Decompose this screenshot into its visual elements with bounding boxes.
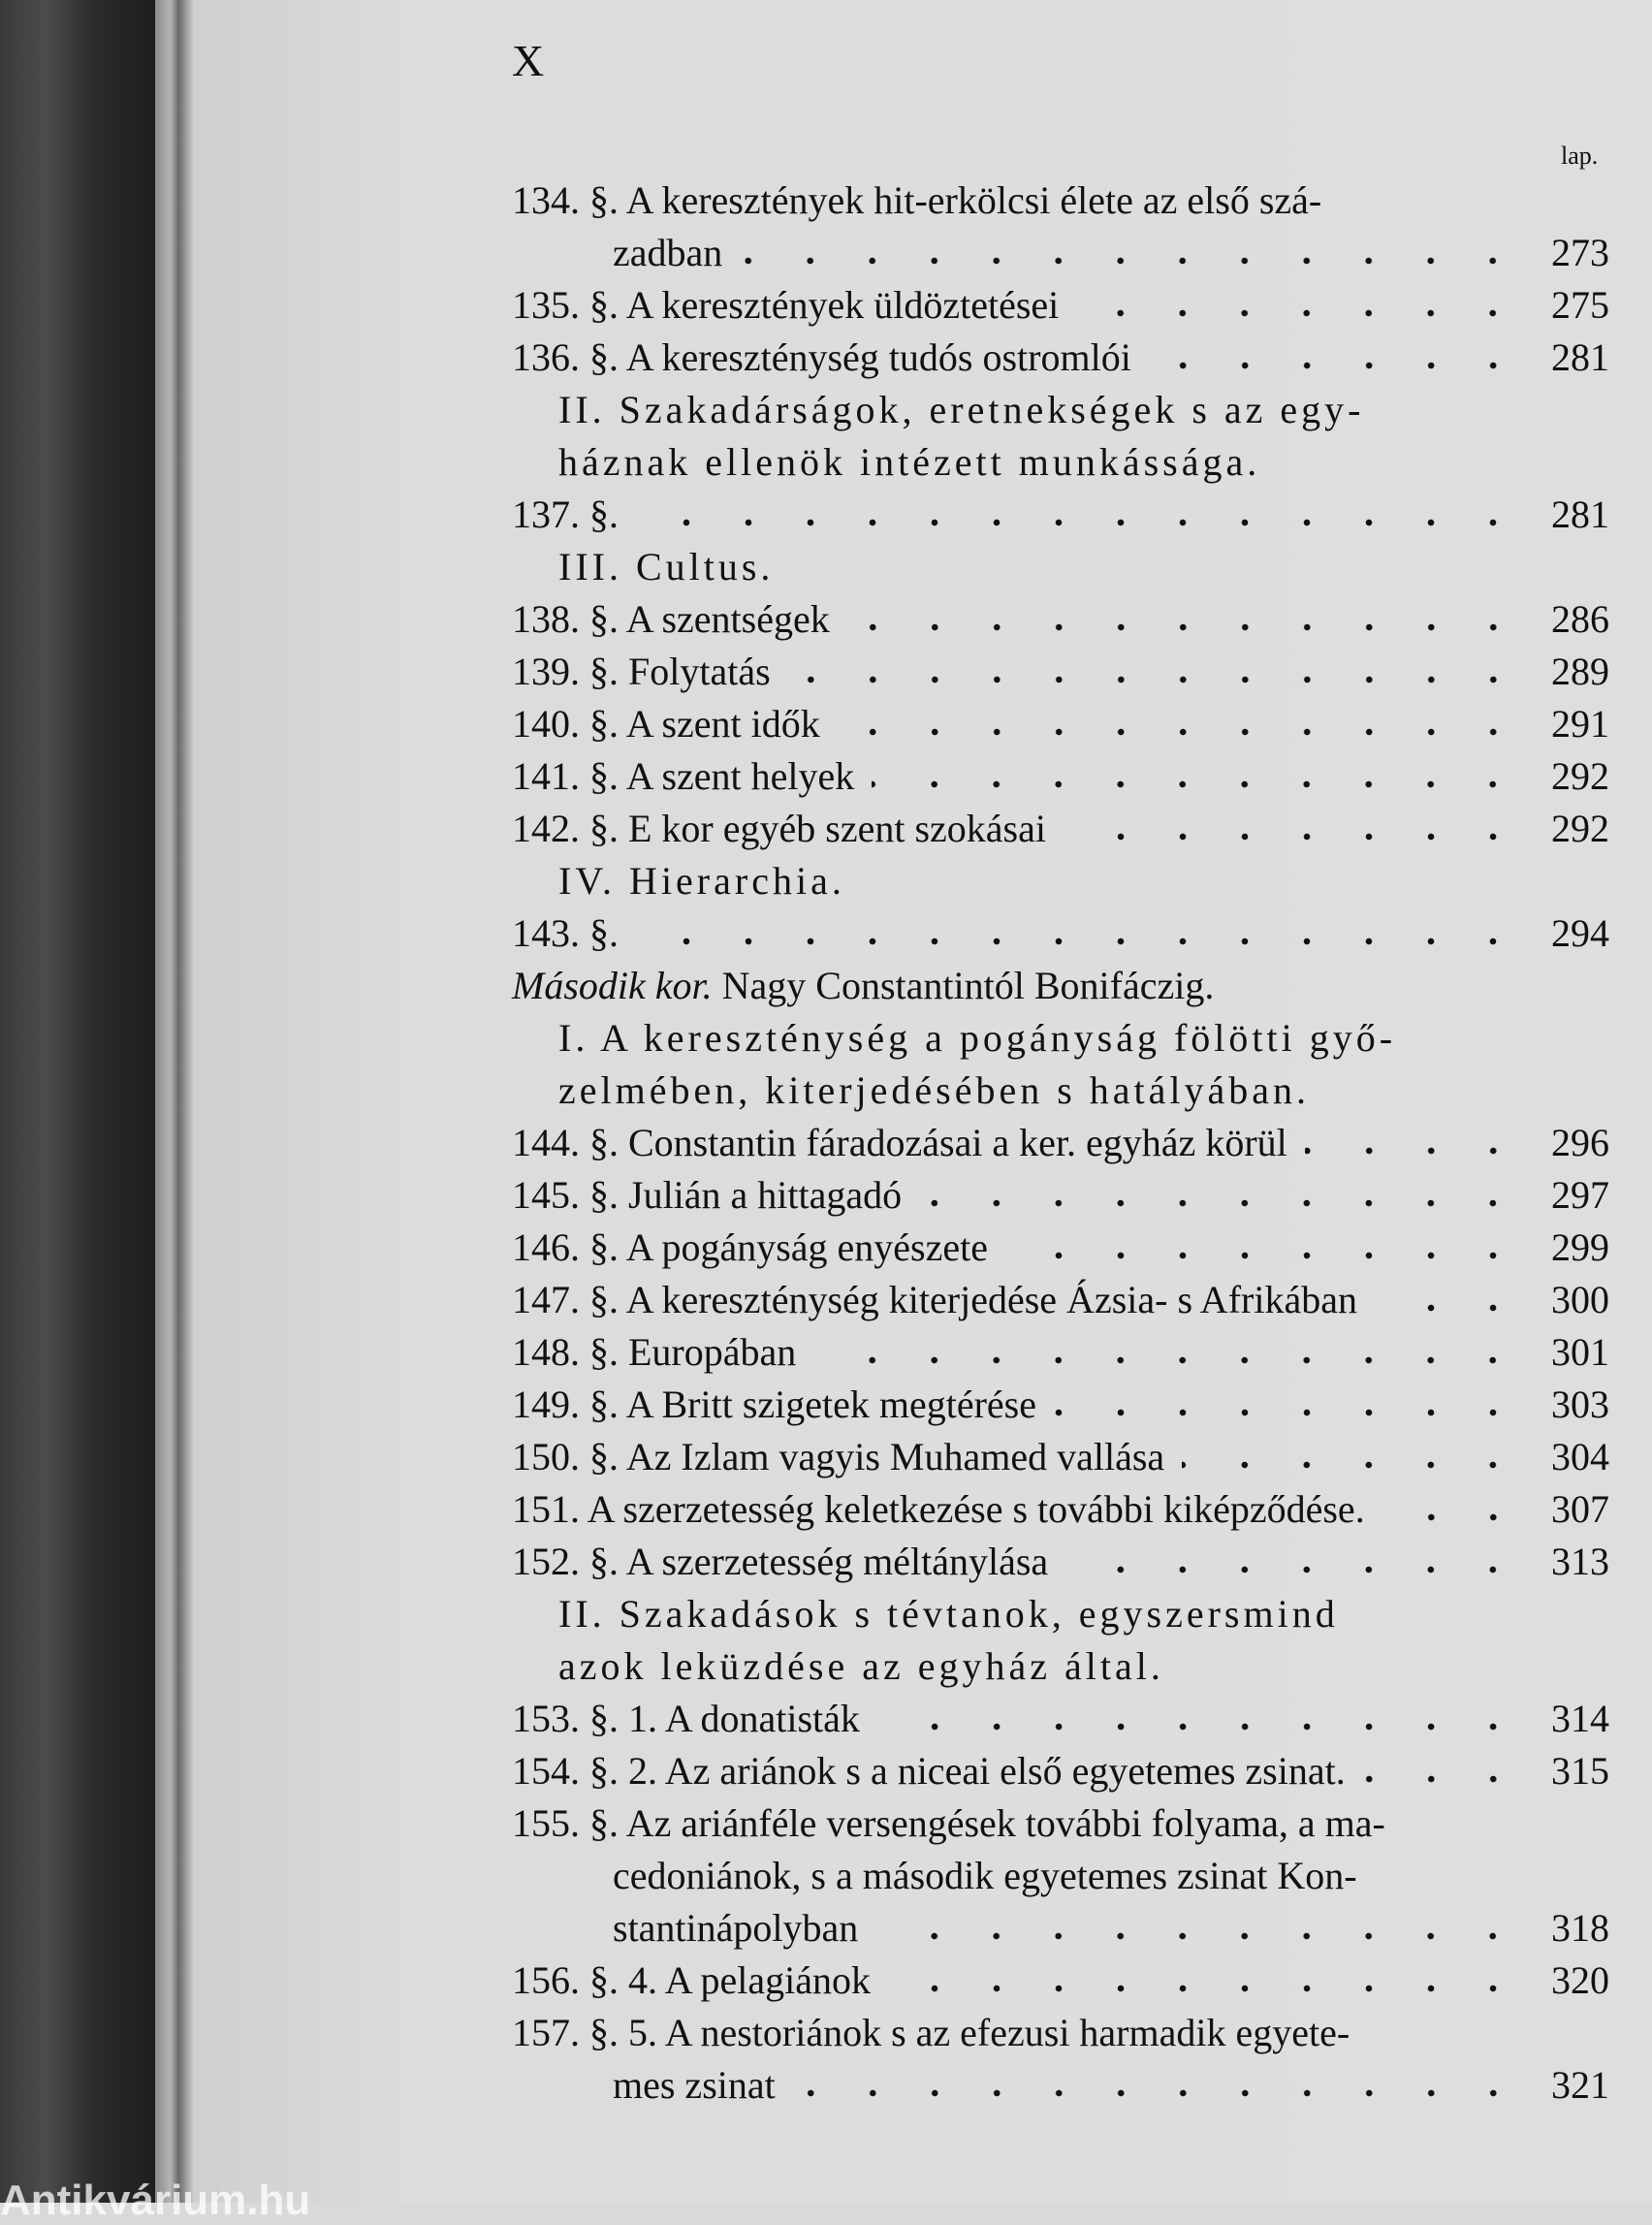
dot-leader — [847, 622, 1524, 632]
toc-entry-title: IV. Hierarchia. — [558, 859, 845, 903]
toc-entry-title: 152. §. A szerzetesség méltánylása — [512, 1540, 1049, 1583]
toc-entry-title: 151. A szerzetesség keletkezése s további kiképződése. — [512, 1487, 1365, 1531]
toc-page-number: 304 — [1551, 1435, 1609, 1478]
dot-leader — [813, 1355, 1524, 1365]
table-of-contents — [512, 175, 1609, 2112]
toc-entry — [512, 1483, 1609, 1536]
toc-entry-title: 135. §. A keresztények üldöztetései — [512, 283, 1060, 327]
toc-entry — [512, 2059, 1609, 2112]
dot-leader — [875, 1931, 1524, 1941]
toc-entry — [512, 1431, 1609, 1483]
toc-entry-title: II. Szakadárságok, eretnekségek s az egy- — [558, 388, 1365, 431]
dot-leader — [888, 1984, 1524, 1993]
toc-section-heading — [512, 541, 1609, 593]
toc-page-number: 318 — [1551, 1906, 1609, 1950]
dot-leader — [1149, 361, 1524, 370]
toc-entry-title: 134. §. A keresztények hit-erkölcsi élete az első szá- — [512, 178, 1322, 222]
period-title: Nagy Constantintól Bonifáczig. — [721, 964, 1215, 1007]
toc-section-heading — [512, 855, 1609, 907]
dot-leader — [1054, 1408, 1524, 1417]
toc-page-number: 314 — [1551, 1697, 1609, 1740]
toc-entry-title: 142. §. E kor egyéb szent szokásai — [512, 807, 1046, 850]
toc-entry-title: 150. §. Az Izlam vagyis Muhamed vallása — [512, 1435, 1165, 1478]
toc-section-heading — [512, 1012, 1609, 1065]
period-label: Második kor. — [512, 964, 713, 1007]
toc-entry — [512, 1693, 1609, 1745]
toc-entry-title — [512, 960, 1214, 1012]
dot-leader — [838, 727, 1524, 737]
toc-entry-title: azok leküzdése az egyház által. — [558, 1644, 1164, 1688]
dot-leader — [1065, 1565, 1524, 1574]
toc-section-heading — [512, 1588, 1609, 1640]
dot-leader — [1305, 1146, 1524, 1156]
toc-entry-title: 155. §. Az ariánféle versengések további folyama, a ma- — [512, 1801, 1385, 1845]
dot-leader — [740, 256, 1524, 266]
toc-section-heading — [512, 1065, 1609, 1117]
toc-entry — [512, 750, 1609, 803]
toc-entry-title: 136. §. A kereszténység tudós ostromlói — [512, 335, 1131, 379]
toc-entry — [512, 1797, 1609, 1850]
toc-entry — [512, 227, 1609, 279]
toc-entry-title: zadban — [613, 231, 723, 274]
toc-page-number: 307 — [1551, 1487, 1609, 1531]
toc-page-number: 281 — [1551, 335, 1609, 379]
toc-entry — [512, 1274, 1609, 1326]
toc-entry-title: 141. §. A szent helyek — [512, 754, 855, 798]
dot-leader — [1382, 1512, 1524, 1522]
toc-entry-title: 143. §. — [512, 911, 619, 955]
book-binding — [0, 0, 155, 2203]
toc-entry — [512, 907, 1609, 960]
toc-entry-title: mes zsinat — [613, 2063, 776, 2107]
toc-entry-title: háznak ellenök intézett munkássága. — [558, 440, 1261, 484]
toc-page-number: 313 — [1551, 1540, 1609, 1583]
toc-entry — [512, 2007, 1609, 2059]
toc-entry-title: 149. §. A Britt szigetek megtérése — [512, 1383, 1036, 1426]
toc-page-number: 286 — [1551, 597, 1609, 641]
toc-entry-title: 154. §. 2. Az ariánok s a niceai első egyetemes zsinat. — [512, 1749, 1346, 1793]
toc-entry-title: 146. §. A pogányság enyészete — [512, 1225, 988, 1269]
toc-entry — [512, 1117, 1609, 1169]
toc-page-number: 303 — [1551, 1383, 1609, 1426]
toc-entry-title: cedoniánok, s a második egyetemes zsinat Kon- — [613, 1854, 1357, 1897]
toc-entry — [512, 1902, 1609, 1955]
toc-entry-title: 147. §. A kereszténység kiterjedése Ázsia- s Afrikában — [512, 1278, 1357, 1321]
toc-entry — [512, 646, 1609, 698]
toc-page-number: 281 — [1551, 493, 1609, 536]
toc-page-number: 292 — [1551, 754, 1609, 798]
dot-leader — [1005, 1251, 1524, 1260]
toc-entry — [512, 1169, 1609, 1222]
toc-entry — [512, 1379, 1609, 1431]
toc-entry-title: 138. §. A szentségek — [512, 597, 830, 641]
toc-entry — [512, 803, 1609, 855]
toc-page-number: 289 — [1551, 650, 1609, 693]
toc-page-number: 273 — [1551, 231, 1609, 274]
toc-entry-title: 139. §. Folytatás — [512, 650, 771, 693]
toc-entry-title: 148. §. Europában — [512, 1330, 797, 1374]
toc-entry-title: 153. §. 1. A donatisták — [512, 1697, 860, 1740]
toc-page-number: 275 — [1551, 283, 1609, 327]
toc-entry — [512, 175, 1609, 227]
dot-leader — [1375, 1303, 1524, 1313]
toc-entry-title: III. Cultus. — [558, 545, 775, 588]
toc-entry — [512, 1955, 1609, 2007]
dot-leader — [919, 1198, 1524, 1208]
toc-entry — [512, 698, 1609, 750]
toc-entry-title: 137. §. — [512, 493, 619, 536]
toc-page-number: 315 — [1551, 1749, 1609, 1793]
toc-section-heading — [512, 1640, 1609, 1693]
dot-leader — [872, 779, 1524, 789]
dot-leader — [788, 675, 1524, 684]
toc-page-number: 300 — [1551, 1278, 1609, 1321]
toc-entry — [512, 489, 1609, 541]
toc-page-number: 291 — [1551, 702, 1609, 746]
toc-entry — [512, 1326, 1609, 1379]
watermark: Antikvárium.hu — [0, 2177, 311, 2224]
toc-entry — [512, 1222, 1609, 1274]
toc-entry-title: I. A kereszténység a pogányság fölötti győ- — [558, 1016, 1397, 1060]
toc-entry — [512, 1850, 1609, 1902]
toc-page-number: 321 — [1551, 2063, 1609, 2107]
toc-page-number: 299 — [1551, 1225, 1609, 1269]
dot-leader — [1076, 308, 1524, 318]
toc-page-number: 297 — [1551, 1173, 1609, 1217]
dot-leader — [636, 937, 1524, 946]
toc-entry-title: zelmében, kiterjedésében s hatályában. — [558, 1068, 1311, 1112]
page-number: X — [512, 36, 545, 85]
toc-entry — [512, 1745, 1609, 1797]
toc-entry-title: 145. §. Julián a hittagadó — [512, 1173, 903, 1217]
toc-entry-title: stantinápolyban — [613, 1906, 859, 1950]
page-column-header: lap. — [1561, 142, 1599, 170]
dot-leader — [636, 518, 1524, 527]
toc-section-heading — [512, 436, 1609, 489]
toc-page-number: 294 — [1551, 911, 1609, 955]
toc-page-number: 292 — [1551, 807, 1609, 850]
toc-entry — [512, 279, 1609, 332]
dot-leader — [1182, 1460, 1524, 1470]
toc-page-number: 301 — [1551, 1330, 1609, 1374]
dot-leader — [1363, 1774, 1524, 1784]
toc-entry-title: 144. §. Constantin fáradozásai a ker. egyház körül — [512, 1121, 1287, 1164]
toc-section-heading — [512, 384, 1609, 436]
toc-period-heading — [512, 960, 1609, 1012]
toc-page-number: 320 — [1551, 1958, 1609, 2002]
toc-entry — [512, 1536, 1609, 1588]
dot-leader — [793, 2088, 1524, 2098]
dot-leader — [877, 1722, 1524, 1732]
toc-entry — [512, 593, 1609, 646]
toc-entry — [512, 332, 1609, 384]
dot-leader — [1064, 832, 1524, 842]
toc-entry-title: 157. §. 5. A nestoriánok s az efezusi harmadik egyete- — [512, 2011, 1350, 2054]
toc-entry-title: 156. §. 4. A pelagiánok — [512, 1958, 871, 2002]
toc-entry-title: 140. §. A szent idők — [512, 702, 820, 746]
toc-page-number: 296 — [1551, 1121, 1609, 1164]
page-gutter — [155, 0, 194, 2203]
toc-entry-title: II. Szakadások s tévtanok, egyszersmind — [558, 1592, 1339, 1636]
